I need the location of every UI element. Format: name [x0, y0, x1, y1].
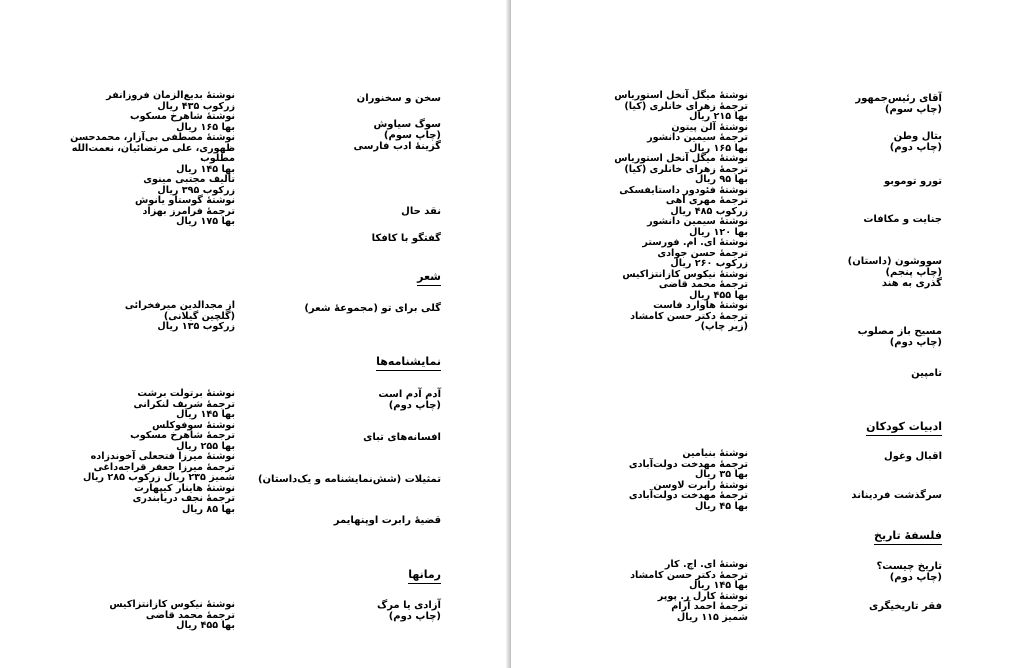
- book-title: گفتگو با کافکا: [371, 233, 441, 244]
- book-title: سوگ سیاوش (چاپ سوم) گزینهٔ ادب فارسی: [353, 119, 441, 152]
- book-details: نوشتهٔ بنیامین ترجمهٔ مهدخت دولت‌آبادی بها ۳۵ ریال نوشتهٔ رابرت لاوسن ترجمهٔ مهدخت دولت‌آبادی بها ۴۵ ریال: [628, 448, 748, 512]
- book-details: نوشتهٔ میگل آنخل استوریاس ترجمهٔ زهرای خانلری (کیا) بها ۲۱۵ ریال نوشتهٔ آلن پیتون ترجمهٔ سیمین دانشور بها ۱۶۵ ریال نوشتهٔ میگل آنخل استوریاس ترجمهٔ زهرای خانلری (کیا) بها ۹۵ ریال نوشتهٔ فئودور داستایفسکی ترجمهٔ مهری آهی زرکوب ۴۸۵ ریال نوشتهٔ سیمین دانشور بها ۱۲۰ ریال نوشتهٔ ای. ام. فورستر ترجمهٔ حسن جوادی زرکوب ۲۶۰ ریال نوشتهٔ نیکوس کازانتزاکیس ترجمهٔ محمد قاضی بها ۴۵۵ ریال نوشتهٔ هاوارد فاست ترجمهٔ دکتر حسن کامشاد (زیر چاپ): [614, 90, 748, 332]
- book-title: قضیهٔ رابرت اوپنهایمر: [333, 515, 441, 526]
- book-details: نوشتهٔ برتولت برشت ترجمهٔ شریف لنکرانی بها ۱۴۵ ریال نوشتهٔ سوفوکلس ترجمهٔ شاهرخ مسکوب بها ۲۵۵ ریال نوشتهٔ میرزا فتحعلی آخوندزاده ترجمهٔ میرزا جعفر قراجه‌داغی شمیز ۲۳۵ ریال زرکوب ۲۸۵ ریال نوشتهٔ هاینار کیپهارت ترجمهٔ نجف دریابندری بها ۸۵ ریال: [82, 388, 235, 515]
- book-title: فقر تاریخیگری: [869, 601, 942, 612]
- book-title: جنایت و مکافات: [863, 214, 942, 225]
- book-title: افسانه‌های تبای: [363, 432, 441, 443]
- right-page: [511, 0, 1018, 668]
- section-heading: ادبیات کودکان: [866, 420, 942, 436]
- book-title: آقای رئیس‌جمهور (چاپ سوم): [855, 93, 942, 115]
- book-details: از مجدالدین میرفخرائی (گلچین گیلانی) زرکوب ۱۳۵ ریال: [124, 300, 235, 332]
- book-title: بتال وطن (چاپ دوم): [889, 131, 942, 153]
- section-heading: شعر: [417, 270, 441, 286]
- section-heading: رمانها: [408, 568, 441, 584]
- book-title: سخن و سخنوران: [356, 93, 441, 104]
- book-title: نقد حال: [401, 206, 441, 217]
- section-heading: فلسفهٔ تاریخ: [874, 529, 942, 545]
- book-title: سووشون (داستان) (چاپ پنجم) گذری به هند: [847, 256, 942, 289]
- book-title: اقبال وغول: [884, 451, 942, 462]
- book-title: تاریخ چیست؟ (چاپ دوم): [876, 561, 942, 583]
- book-title: سرگذشت فردیناند: [851, 490, 942, 501]
- book-title: تورو توموبو: [884, 176, 942, 187]
- book-details: نوشتهٔ ای. اچ. کار ترجمهٔ دکتر حسن کامشاد بها ۱۴۵ ریال نوشتهٔ کارل ر. پوپر ترجمهٔ احمد آرام شمیز ۱۱۵ ریال: [630, 559, 748, 623]
- book-title: مسیح باز مصلوب (چاپ دوم): [857, 326, 942, 348]
- book-title: آدم آدم است (چاپ دوم): [378, 389, 441, 411]
- book-title: گلی برای تو (مجموعهٔ شعر): [304, 303, 441, 314]
- book-title: آزادی یا مرگ (چاپ دوم): [376, 600, 441, 622]
- book-title: تامپین: [911, 368, 942, 379]
- book-details: نوشتهٔ بدیع‌الزمان فروزانفر زرکوب ۴۳۵ ریال نوشتهٔ شاهرخ مسکوب بها ۱۶۵ ریال نوشتهٔ مصطفی بی‌آزار، محمدحسن ظهوری، علی مرتضائیان، نعمت‌الله مطلوب بها ۱۴۵ ریال تألیف مجتبی مینوی زرکوب ۳۹۵ ریال نوشتهٔ گوستاو یانوش ترجمهٔ فرامرز بهزاد بها ۱۷۵ ریال: [70, 90, 235, 227]
- section-heading: نمایشنامه‌ها: [376, 355, 441, 371]
- book-title: تمثیلات (شش‌نمایشنامه و یک‌داستان): [257, 474, 441, 485]
- book-details: نوشتهٔ نیکوس کازانتزاکیس ترجمهٔ محمد قاضی بها ۴۵۵ ریال: [109, 599, 235, 631]
